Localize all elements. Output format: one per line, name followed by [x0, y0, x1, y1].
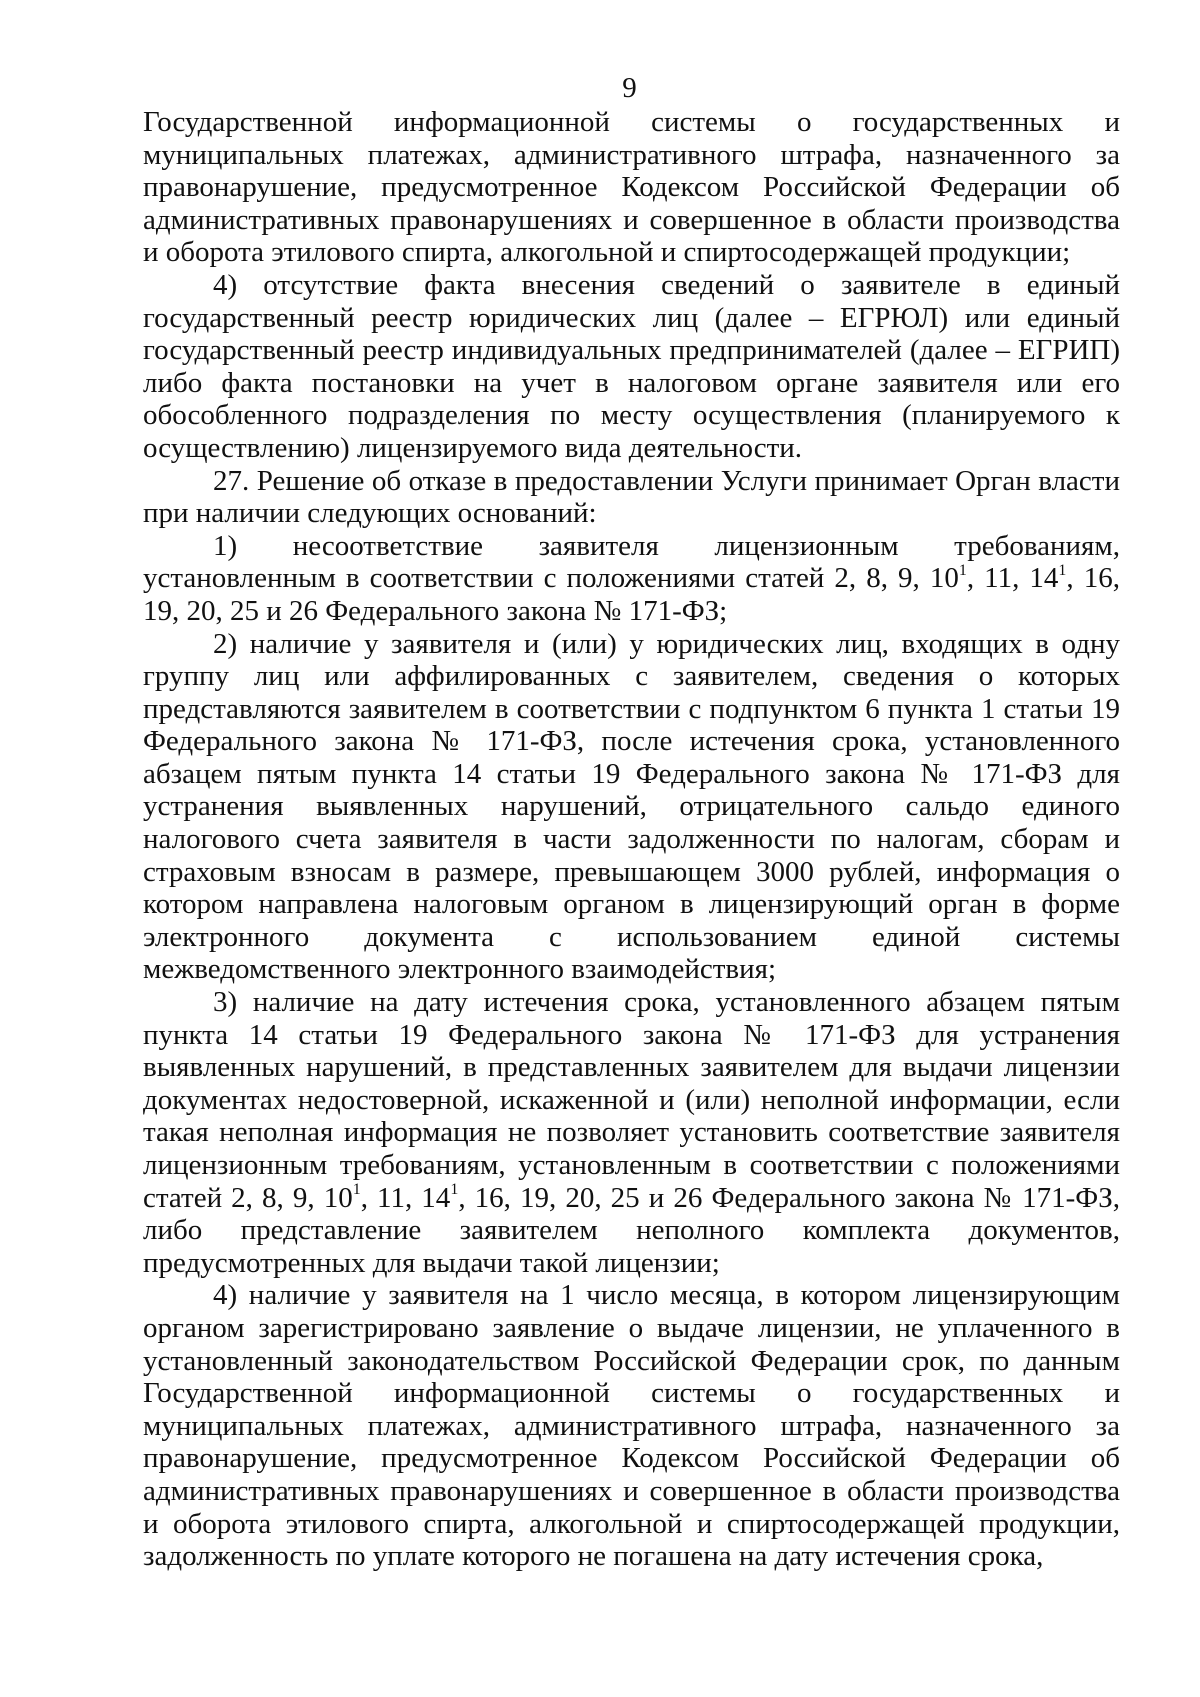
text-segment: , 11, 14 [966, 562, 1059, 595]
superscript: 1 [1058, 561, 1067, 579]
paragraph-item-4-egrul: 4) отсутствие факта внесения сведений о заявителе в единый государственный реестр юридических лиц (далее – ЕГРЮЛ) или единый государственный реестр индивидуальных предпринимателей (далее – ЕГРИП) либо факта постановки на учет в налоговом органе заявителя или его обособленного подразделения по месту осуществления (планируемого к осуществлению) лицензируемого вида деятельности. [143, 268, 1120, 464]
paragraph-item-1-noncompliance [143, 530, 1120, 628]
page-number: 9 [622, 72, 637, 104]
text-segment: 3) наличие на дату истечения срока, установленного абзацем пятым пункта 14 статьи 19 Федерального закона № 171-ФЗ для устранения выявленных нарушений, в представленных заявителем для выдачи лицензии документах недостоверной, искаженной и (или) неполной информации, если такая неполная информация не позволяет установить соответствие заявителя лицензионным требованиям, установленным в соответствии с положениями статей 2, 8, 9, 10 [143, 986, 1120, 1214]
superscript: 1 [958, 561, 967, 579]
text-segment: 1) несоответствие заявителя лицензионным требованиям, установленным в соответствии с положениями статей 2, 8, 9, 10 [143, 529, 1120, 595]
paragraph-item-4-unpaid-fine: 4) наличие у заявителя на 1 число месяца, в котором лицензирующим органом зарегистрировано заявление о выдаче лицензии, не уплаченного в установленный законодательством Российской Федерации срок, по данным Государственной информационной системы о государственных и муниципальных платежах, административного штрафа, назначенного за правонарушение, предусмотренное Кодексом Российской Федерации об административных правонарушениях и совершенное в области производства и оборота этилового спирта, алкогольной и спиртосодержащей продукции, задолженность по уплате которого не погашена на дату истечения срока, [143, 1279, 1120, 1573]
paragraph-item-2-tax-debt: 2) наличие у заявителя и (или) у юридических лиц, входящих в одну группу лиц или аффилированных с заявителем, сведения о которых представляются заявителем в соответствии с подпунктом 6 пункта 1 статьи 19 Федерального закона № 171-ФЗ, после истечения срока, установленного абзацем пятым пункта 14 статьи 19 Федерального закона № 171-ФЗ для устранения выявленных нарушений, отрицательного сальдо единого налогового счета заявителя в части задолженности по налогам, сборам и страховым взносам в размере, превышающем 3000 рублей, информация о котором направлена налоговым органом в лицензирующий орган в форме электронного документа с использованием единой системы межведомственного электронного взаимодействия; [143, 627, 1120, 986]
paragraph-clause-27: 27. Решение об отказе в предоставлении Услуги принимает Орган власти при наличии следующих оснований: [143, 464, 1120, 530]
text-segment: , 16, 19, 20, 25 и 26 Федерального закона № 171-ФЗ; [143, 562, 1120, 627]
superscript: 1 [352, 1180, 361, 1198]
superscript: 1 [450, 1180, 459, 1198]
paragraph-continuation: Государственной информационной системы о государственных и муниципальных платежах, административного штрафа, назначенного за правонарушение, предусмотренное Кодексом Российской Федерации об административных правонарушениях и совершенное в области производства и оборота этилового спирта, алкогольной и спиртосодержащей продукции; [143, 106, 1120, 269]
text-segment: , 16, 19, 20, 25 и 26 Федерального закона № 171-ФЗ, либо представление заявителем неполного комплекта документов, предусмотренных для выдачи такой лицензии; [143, 1181, 1120, 1279]
document-body [143, 106, 1120, 1573]
paragraph-item-3-inaccurate-info [143, 986, 1120, 1279]
text-segment: , 11, 14 [360, 1181, 451, 1214]
